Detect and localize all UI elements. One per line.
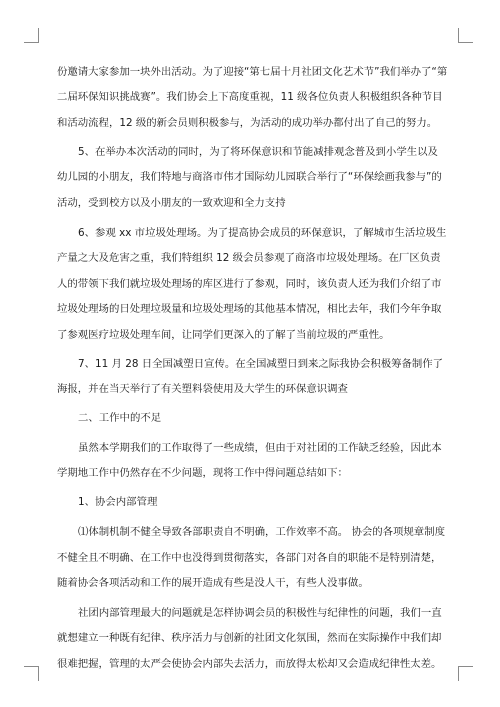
text-line: 和活动流程，12 级的新会员则积极参与，为活动的成功举办都付出了自己的努力。 bbox=[57, 117, 438, 129]
subsection-heading: 1、协会内部管理 bbox=[78, 496, 158, 508]
text-line: 人的带领下我们就垃圾处理场的库区进行了参观，同时，该负责人还为我们介绍了市 bbox=[57, 278, 442, 290]
text-line: 社团内部管理最大的问题就是怎样协调会员的积极性与纪律性的问题，我们一直 bbox=[78, 607, 442, 619]
text-line: 了参观医疗垃圾处理车间，让同学们更深入的了解了当前垃圾的严重性。 bbox=[57, 329, 390, 341]
text-line: 垃圾处理场的日处理垃圾量和垃圾处理场的其他基本情况，相比去年，我们今年争取 bbox=[57, 303, 442, 315]
text-line: 份邀请大家参加一块外出活动。为了迎接“第七届十月社团文化艺术节”我们举办了“第 bbox=[57, 66, 448, 78]
text-line: 就想建立一种既有纪律、秩序活力与创新的社团文化氛围，然而在实际操作中我们却 bbox=[57, 632, 442, 644]
crop-mark-bottom-left bbox=[24, 666, 39, 681]
text-line: 很难把握，管理的太严会使协会内部失去活力，而放得太松却又会造成纪律性太差。 bbox=[57, 658, 442, 670]
text-line: 6、参观 xx 市垃圾处理场。为了提高协会成员的环保意识，了解城市生活垃圾生 bbox=[78, 227, 447, 239]
text-line: 幼儿园的小朋友，我们特地与商洛市伟才国际幼儿园联合举行了“环保绘画我参与”的 bbox=[57, 171, 442, 183]
text-line: 不健全且不明确、在工作中也没得到贯彻落实，各部门对各自的职能不是特别清楚， bbox=[57, 552, 442, 564]
text-line: 学期地工作中仍然存在不少问题，现将工作中得问题总结如下： bbox=[57, 467, 348, 479]
text-line: 二届环保知识挑战赛”。我们协会上下高度重视，11 级各位负责人积极组织各种节目 bbox=[57, 91, 443, 103]
crop-mark-top-right bbox=[458, 28, 473, 43]
crop-mark-bottom-right bbox=[458, 666, 473, 681]
section-heading: 二、工作中的不足 bbox=[78, 412, 162, 424]
crop-mark-top-left bbox=[24, 28, 39, 43]
text-line: 随着协会各项活动和工作的展开造成有些是没人干，有些人没事做。 bbox=[57, 577, 369, 589]
text-line: 活动，受到校方以及小朋友的一致欢迎和全力支持 bbox=[57, 197, 286, 209]
text-line: 虽然本学期我们的工作取得了一些成绩，但由于对社团的工作缺乏经验，因此本 bbox=[78, 442, 442, 454]
text-line: 7、11 月 28 日全国减塑日宣传。在全国减塑日到来之际我协会积极筹备制作了 bbox=[78, 358, 444, 370]
text-line: 产量之大及危害之重，我们特组织 12 级会员参观了商洛市垃圾处理场。在厂区负责 bbox=[57, 252, 441, 264]
text-line: 海报，并在当天举行了有关塑料袋使用及大学生的环保意识调查 bbox=[57, 383, 348, 395]
text-line: 5、在举办本次活动的同时，为了将环保意识和节能减排观念普及到小学生以及 bbox=[78, 146, 438, 158]
text-line: ⑴体制机制不健全导致各部职责自不明确，工作效率不高。 协会的各项规章制度 bbox=[78, 526, 445, 538]
